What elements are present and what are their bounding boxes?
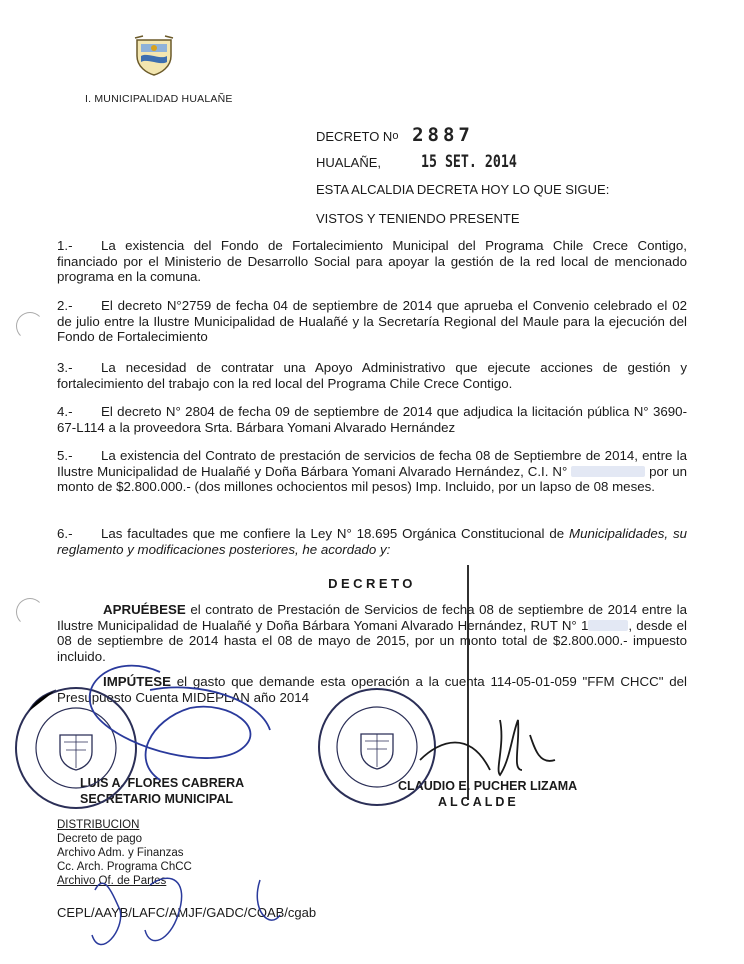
distribucion-item: Archivo Of. de Partes bbox=[57, 875, 167, 887]
considerando-4 bbox=[57, 404, 687, 435]
distribucion-block bbox=[57, 818, 192, 888]
alcalde-name: CLAUDIO E. PUCHER LIZAMA bbox=[398, 779, 578, 793]
secretario-seal bbox=[16, 688, 136, 808]
apruebese-label: APRUÉBESE bbox=[103, 602, 186, 617]
punch-hole-mark bbox=[16, 598, 44, 626]
considerando-6 bbox=[57, 526, 687, 557]
imputese-label: IMPÚTESE bbox=[103, 674, 171, 689]
item-number: 3.- bbox=[57, 360, 73, 375]
item-text: Las facultades que me confiere la Ley N° 18.695 Orgánica Constitucional de bbox=[101, 526, 565, 541]
item-text-cont: por un monto de $2.800.000.- (dos millones ochocientos mil pesos) Imp. Incluido, por un lapso de 08 meses. bbox=[57, 463, 687, 494]
apruebese-clause bbox=[57, 602, 687, 664]
considerando-5 bbox=[57, 448, 687, 495]
secretario-title: SECRETARIO MUNICIPAL bbox=[80, 792, 234, 806]
initials-line: CEPL/AAYB/LAFC/AMJF/GADC/COAB/cgab bbox=[57, 905, 317, 920]
distribucion-item: Archivo Adm. y Finanzas bbox=[57, 847, 184, 859]
item-number: 6.- bbox=[57, 526, 73, 541]
decree-number-line bbox=[316, 124, 474, 146]
imputese-text: el gasto que demande esta operación a la cuenta 114-05-01-059 "FFM CHCC" del Presupuesto Cuenta MIDEPLAN año 2014 bbox=[57, 674, 687, 705]
apruebese-text-cont: , desde el 08 de septiembre de 2014 hasta el 08 de mayo de 2015, por un monto total de $2.800.000.- impuesto incluido. bbox=[57, 617, 687, 664]
decree-number-stamp: 2887 bbox=[412, 124, 474, 146]
item-text-cont: Municipalidades, su reglamento y modificaciones posteriores, he acordado y: bbox=[57, 526, 687, 557]
decree-superscript: o bbox=[392, 130, 399, 142]
item-text: El decreto N°2759 de fecha 04 de septiembre de 2014 que aprueba el Convenio celebrado el 02 de julio entre la Ilustre Municipalidad de Hualañé y la Secretaría Regional del Maule para la ejecución del Fondo de Fortalecimiento bbox=[57, 298, 687, 344]
considerando-1 bbox=[57, 238, 687, 285]
punch-hole-mark bbox=[16, 312, 44, 340]
municipality-header: I. MUNICIPALIDAD HUALAÑE bbox=[85, 93, 233, 105]
decree-label: DECRETO N bbox=[316, 129, 393, 144]
considerando-2 bbox=[57, 298, 687, 345]
item-text: La existencia del Fondo de Fortalecimiento Municipal del Programa Chile Crece Contigo, financiado por el Ministerio de Desarrollo Social para apoyar la gestión de la red local de mencionado programa en la comuna. bbox=[57, 238, 687, 284]
redacted-rut bbox=[588, 620, 628, 631]
alcalde-title: ALCALDE bbox=[438, 795, 519, 809]
imputese-clause bbox=[57, 674, 687, 705]
distribucion-item: Decreto de pago bbox=[57, 833, 143, 845]
distribucion-title: DISTRIBUCION bbox=[57, 819, 140, 831]
date-stamp: 15 SET. 2014 bbox=[420, 152, 517, 172]
item-number: 4.- bbox=[57, 404, 73, 419]
item-text: La existencia del Contrato de prestación de servicios de fecha 08 de Septiembre de 2014, entre la Ilustre Municipalidad de Hualañé y Doña Bárbara Yomani Alvarado Hernández, C.I. N° bbox=[57, 448, 687, 479]
place-label: HUALAÑE, bbox=[316, 155, 382, 170]
secretario-name: LUIS A. FLORES CABRERA bbox=[80, 776, 245, 790]
alcaldia-line: ESTA ALCALDIA DECRETA HOY LO QUE SIGUE: bbox=[316, 182, 610, 197]
vistos-line: VISTOS Y TENIENDO PRESENTE bbox=[316, 211, 520, 226]
considerando-3 bbox=[57, 360, 687, 391]
item-number: 5.- bbox=[57, 448, 73, 463]
redacted-id bbox=[571, 466, 645, 477]
item-number: 1.- bbox=[57, 238, 73, 253]
item-number: 2.- bbox=[57, 298, 73, 313]
municipal-crest-logo bbox=[133, 34, 175, 76]
item-text: El decreto N° 2804 de fecha 09 de septiembre de 2014 que adjudica la licitación pública N° 3690-67-L114 a la proveedora Srta. Bárbara Yomani Alvarado Hernández bbox=[57, 404, 687, 435]
item-text: La necesidad de contratar una Apoyo Administrativo que ejecute acciones de gestión y fortalecimiento del trabajo con la red local del Programa Chile Crece Contigo. bbox=[57, 360, 687, 391]
distribucion-item: Cc. Arch. Programa ChCC bbox=[57, 861, 192, 873]
decreto-title: DECRETO bbox=[328, 576, 416, 591]
apruebese-text: el contrato de Prestación de Servicios de fecha 08 de septiembre de 2014 entre la Ilustre Municipalidad de Hualañé y Doña Bárbara Yomani Alvarado Hernández, RUT N° 1 bbox=[57, 602, 687, 633]
place-date-line bbox=[316, 152, 543, 172]
